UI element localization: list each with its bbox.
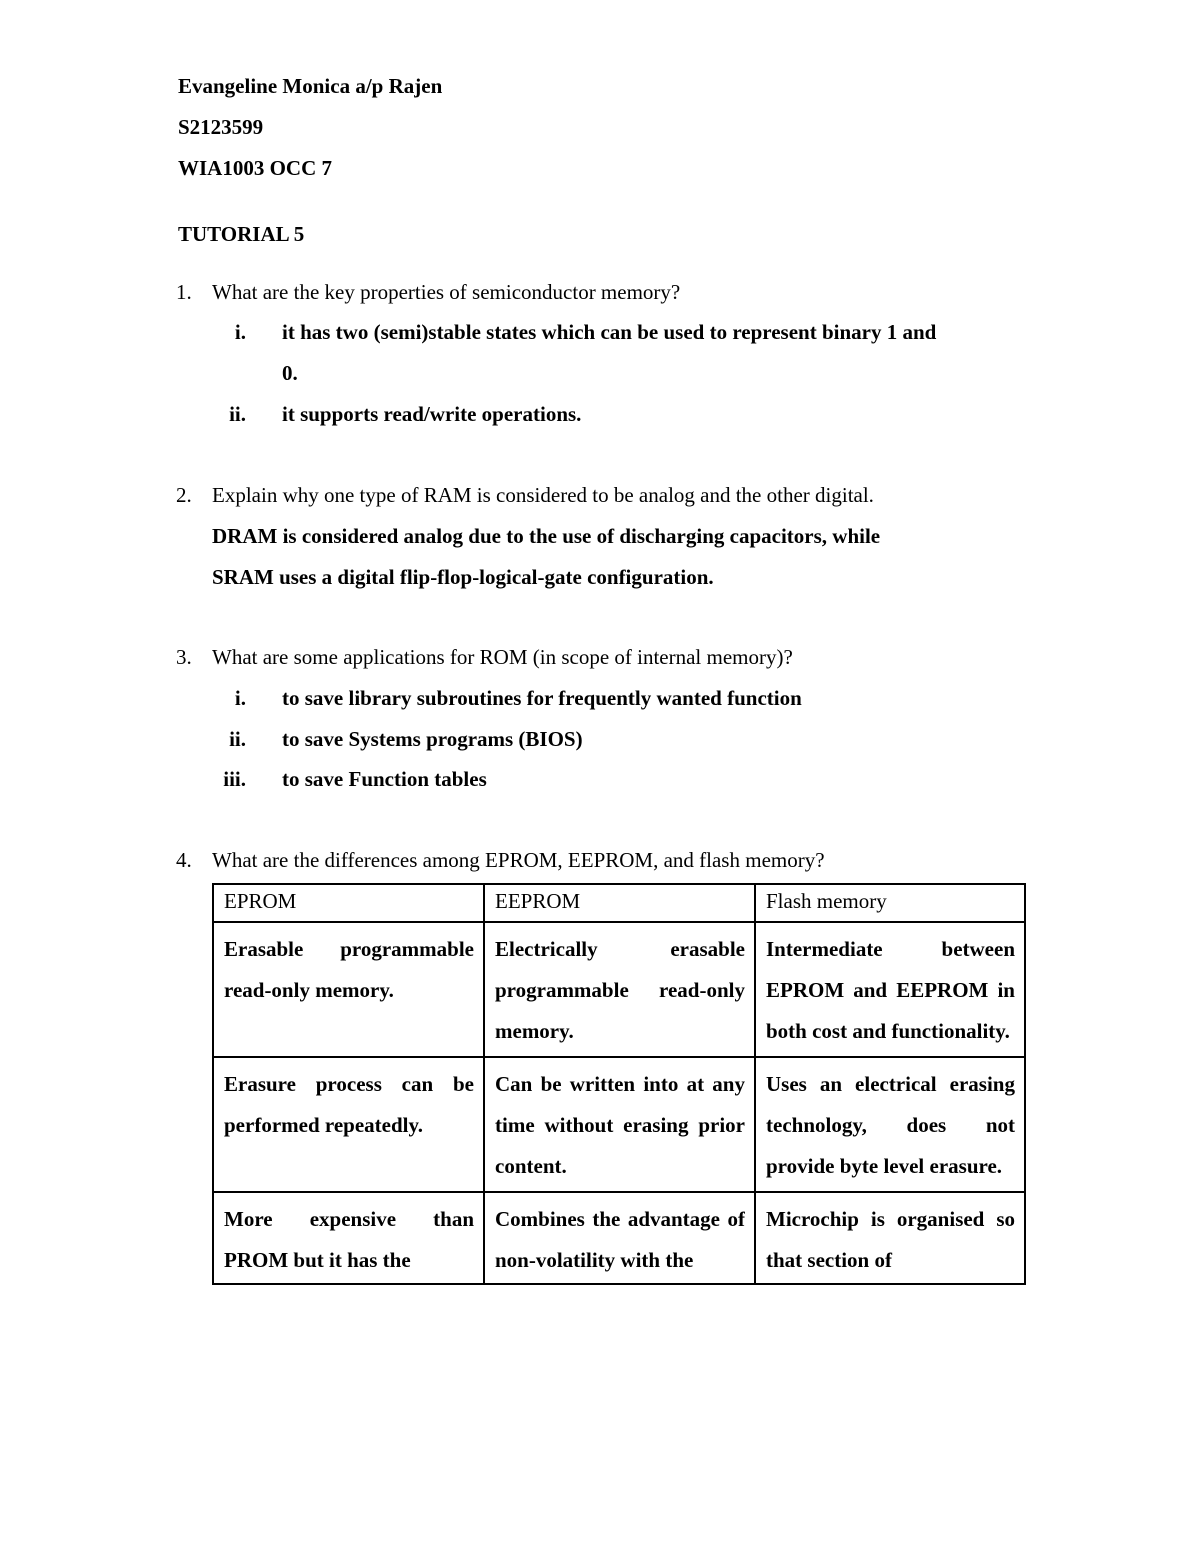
table-header-cell: Flash memory <box>755 884 1025 922</box>
q2-answer-line-1: DRAM is considered analog due to the use of discharging capacitors, while <box>212 524 881 548</box>
q2-answer-line-2: SRAM uses a digital flip-flop-logical-gate configuration. <box>212 565 714 589</box>
table-cell: Erasable programmable read-only memory. <box>213 922 484 1057</box>
table-cell: Can be written into at any time without erasing prior content. <box>484 1057 755 1192</box>
table-header-row <box>213 884 1025 922</box>
student-id: S2123599 <box>178 115 264 139</box>
table-header-cell: EEPROM <box>484 884 755 922</box>
table-cell-text: Combines the advantage of non-volatility with the <box>495 1207 745 1272</box>
table-cell-text: More expensive than PROM but it has the <box>224 1207 474 1272</box>
table-cell: Intermediate between EPROM and EEPROM in both cost and functionality. <box>755 922 1025 1057</box>
q3-answer-1: to save library subroutines for frequently wanted function <box>282 686 802 710</box>
q1-answer-1-line-1: it has two (semi)stable states which can be used to represent binary 1 and <box>282 320 937 344</box>
q3-answer-3-marker: iii. <box>223 767 246 791</box>
course-code: WIA1003 OCC 7 <box>178 156 333 180</box>
question-3-text: What are some applications for ROM (in scope of internal memory)? <box>212 645 793 669</box>
table-row <box>213 922 1025 1057</box>
question-4-number: 4. <box>176 848 192 872</box>
question-2-number: 2. <box>176 483 192 507</box>
table-header-cell: EPROM <box>213 884 484 922</box>
q3-answer-1-marker: i. <box>234 686 246 710</box>
question-3-number: 3. <box>176 645 192 669</box>
table-cell: Uses an electrical erasing technology, does not provide byte level erasure. <box>755 1057 1025 1192</box>
q3-answer-2: to save Systems programs (BIOS) <box>282 727 583 751</box>
table-cell-text: Microchip is organised so that section of <box>766 1207 1015 1272</box>
table-row <box>213 1057 1025 1192</box>
table-cell <box>755 1192 1025 1284</box>
q1-answer-1-line-2: 0. <box>282 361 298 385</box>
q3-answer-3: to save Function tables <box>282 767 487 791</box>
student-name: Evangeline Monica a/p Rajen <box>178 74 443 98</box>
comparison-table <box>212 883 1026 1285</box>
question-4-text: What are the differences among EPROM, EEPROM, and flash memory? <box>212 848 825 872</box>
table-cell <box>484 1192 755 1284</box>
table-cell: Erasure process can be performed repeatedly. <box>213 1057 484 1192</box>
table-cell <box>213 1192 484 1284</box>
question-1-text: What are the key properties of semiconductor memory? <box>212 280 681 304</box>
table-row <box>213 1192 1025 1284</box>
q1-answer-2-marker: ii. <box>229 402 246 426</box>
q3-answer-2-marker: ii. <box>229 727 246 751</box>
table-cell: Electrically erasable programmable read-only memory. <box>484 922 755 1057</box>
tutorial-title: TUTORIAL 5 <box>178 222 305 246</box>
question-2-text: Explain why one type of RAM is considered to be analog and the other digital. <box>212 483 874 507</box>
q1-answer-2-line-1: it supports read/write operations. <box>282 402 582 426</box>
question-1-number: 1. <box>176 280 192 304</box>
q1-answer-1-marker: i. <box>234 320 246 344</box>
